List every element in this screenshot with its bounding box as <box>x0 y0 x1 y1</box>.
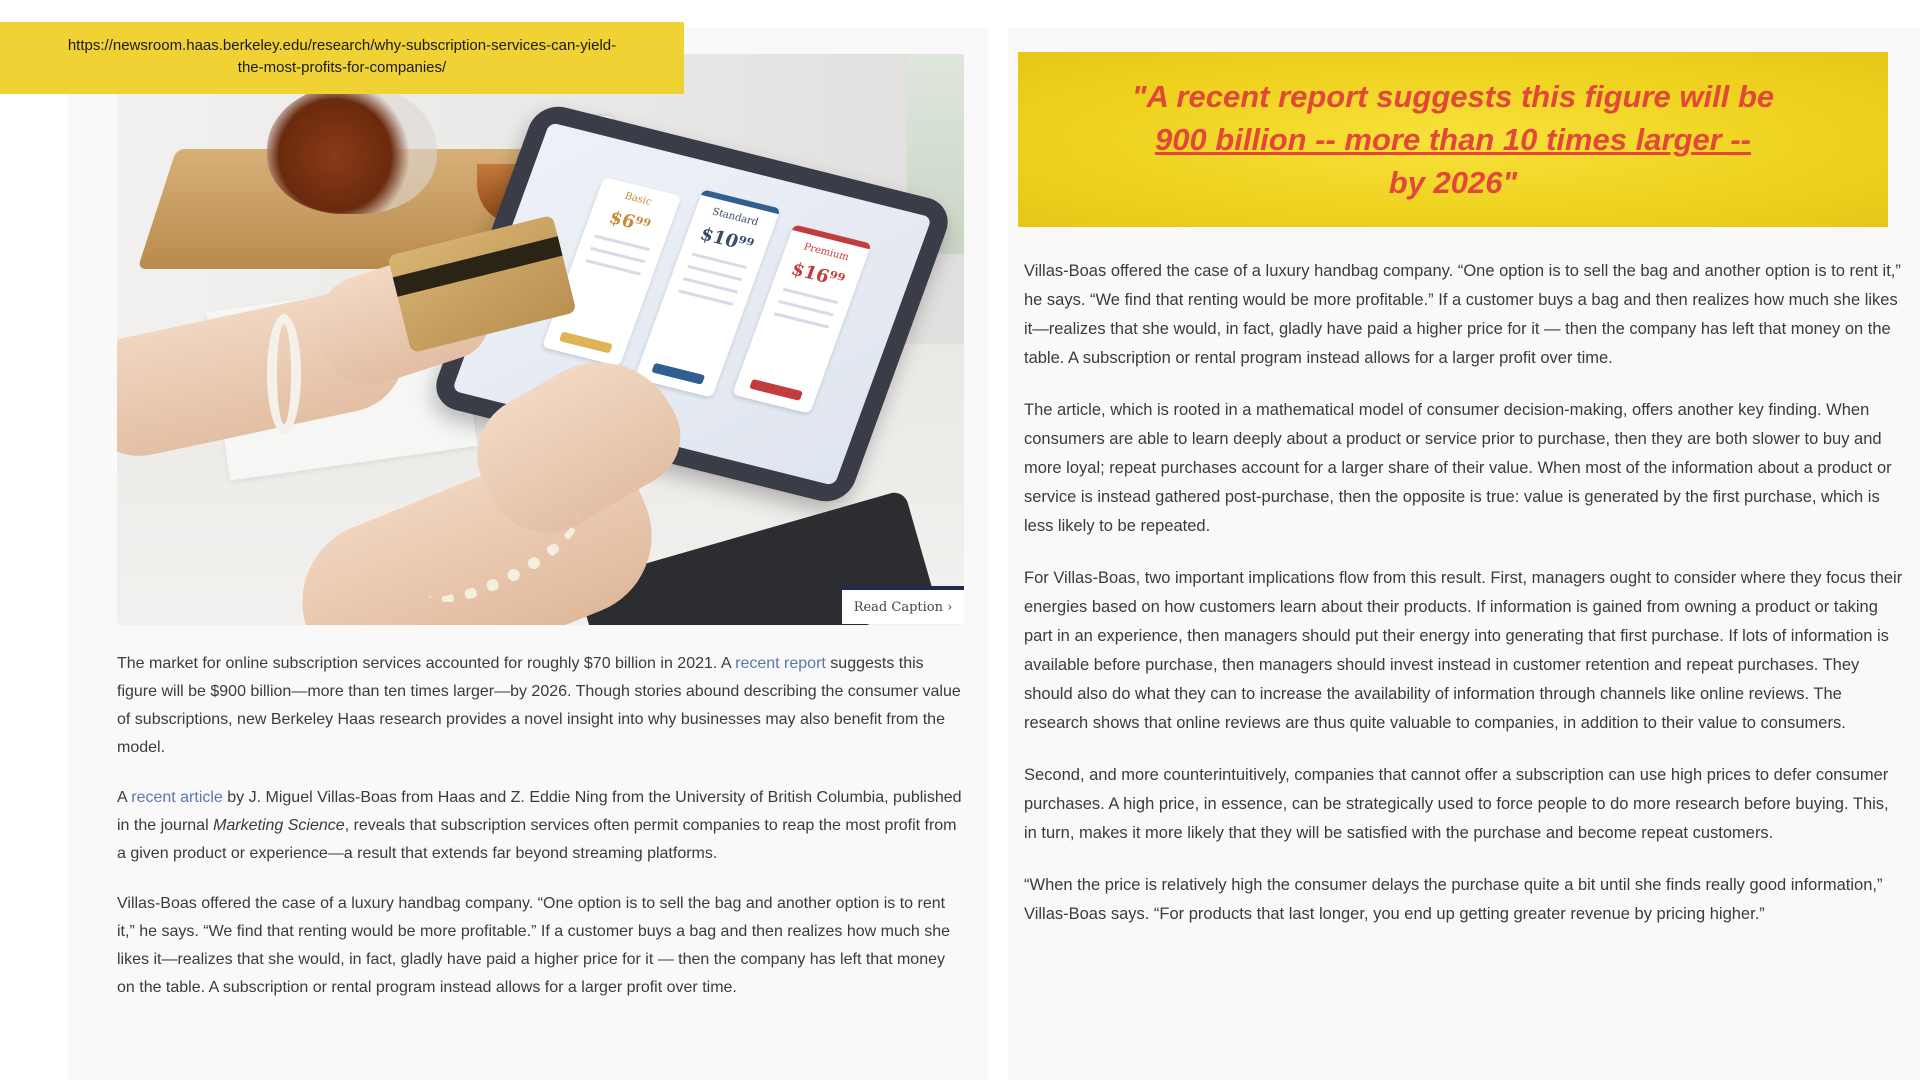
left-paragraph-3: Villas-Boas offered the case of a luxury handbag company. “One option is to sell the bag and another option is to rent it,” he says. “We find that renting would be more profitable.” If a customer buys a bag and then realizes how much she likes it—realizes that she would, in fact, gladly have paid a higher price for it — then the company has left that money on the table. A subscription or rental program instead allows for a larger profit over time. <box>117 895 951 996</box>
left-paragraph-1 <box>117 650 963 762</box>
pricing-card-standard-price: $10⁹⁹ <box>697 223 757 257</box>
journal-name: Marketing Science <box>213 817 345 834</box>
pricing-card-premium-price: $16⁹⁹ <box>788 258 848 292</box>
right-paragraph-2: The article, which is rooted in a mathematical model of consumer decision-making, offers another key finding. When consumers are able to learn deeply about a product or service prior to purchase, then they are both slower to buy and more loyal; repeat purchases account for a larger share of their value. When most of the information about a product or service is instead gathered post-purchase, then the opposite is true: value is generated by the first purchase, which is less likely to be repeated. <box>1024 401 1892 535</box>
pricing-card-basic-price: $6⁹⁹ <box>606 207 654 237</box>
left-paragraph-2 <box>117 784 963 868</box>
pull-quote-box <box>1018 52 1888 227</box>
pull-quote-line3: by 2026" <box>1388 165 1518 200</box>
url-banner-line2: the-most-profits-for-companies/ <box>237 59 447 76</box>
right-paragraph-1: Villas-Boas offered the case of a luxury handbag company. “One option is to sell the bag and another option is to rent it,” he says. “We find that renting would be more profitable.” If a customer buys a bag and then realizes how much she likes it—realizes that she would, in fact, gladly have paid a higher price for it — then the company has left that money on the table. A subscription or rental program instead allows for a larger profit over time. <box>1024 262 1901 367</box>
hero-teapot <box>267 84 437 214</box>
pricing-card-standard-label: Standard <box>710 206 760 229</box>
url-banner-line1: https://newsroom.haas.berkeley.edu/research/why-subscription-services-can-yield- <box>67 37 617 54</box>
right-article-body <box>1024 257 1904 952</box>
pull-quote-line1: "A recent report suggests this figure will be <box>1131 79 1775 114</box>
left-p1-text-b: suggests this figure will be $900 billion—more than ten times larger—by 2026. Though stories abound describing the consumer value of subscriptions, new Berkeley Haas research provides a novel insight into why businesses may also benefit from the model. <box>117 655 961 756</box>
recent-report-link[interactable]: recent report <box>735 655 826 672</box>
left-article-body <box>117 650 963 1024</box>
pricing-card-basic-label: Basic <box>622 190 654 208</box>
right-paragraph-4: Second, and more counterintuitively, companies that cannot offer a subscription can use high prices to defer consumer purchases. A high price, in essence, can be strategically used to force people to do more research before buying. This, in turn, makes it more likely that they will be satisfied with the purchase and become repeat customers. <box>1024 766 1889 842</box>
url-banner <box>0 22 684 94</box>
pricing-card-premium-label: Premium <box>801 241 851 264</box>
hero-white-bracelet <box>267 314 301 434</box>
left-p2-text-a: A <box>117 789 132 806</box>
recent-article-link[interactable]: recent article <box>131 789 223 806</box>
pull-quote-line2: 900 billion -- more than 10 times larger -- <box>1154 122 1752 157</box>
left-p2-text-b: by J. Miguel Villas-Boas from Haas and Z. Eddie Ning from the University of British Columbia, published in the journal <box>117 789 962 834</box>
right-paragraph-5: “When the price is relatively high the consumer delays the purchase quite a bit until she finds really good information,” Villas-Boas says. “For products that last longer, you end up getting greater revenue by pricing higher.” <box>1024 876 1883 923</box>
hero-image <box>117 54 964 625</box>
read-caption-button[interactable]: Read Caption › <box>842 586 964 624</box>
right-paragraph-3: For Villas-Boas, two important implications flow from this result. First, managers ought to consider where they focus their energies based on how customers learn about their products. If information is gained from owning a product or taking part in an experience, then managers should put their energy into generating that first purchase. If lots of information is available before purchase, then managers should invest instead in customer retention and repeat purchases. They should also do what they can to increase the availability of information through channels like online reviews. The research shows that online reviews are thus quite valuable to companies, in addition to their value to consumers. <box>1024 569 1903 732</box>
left-p1-text-a: The market for online subscription services accounted for roughly $70 billion in 2021. A <box>117 655 736 672</box>
left-p2-text-c: , reveals that subscription services often permit companies to reap the most profit from a given product or experience—a result that extends far beyond streaming platforms. <box>117 817 957 862</box>
